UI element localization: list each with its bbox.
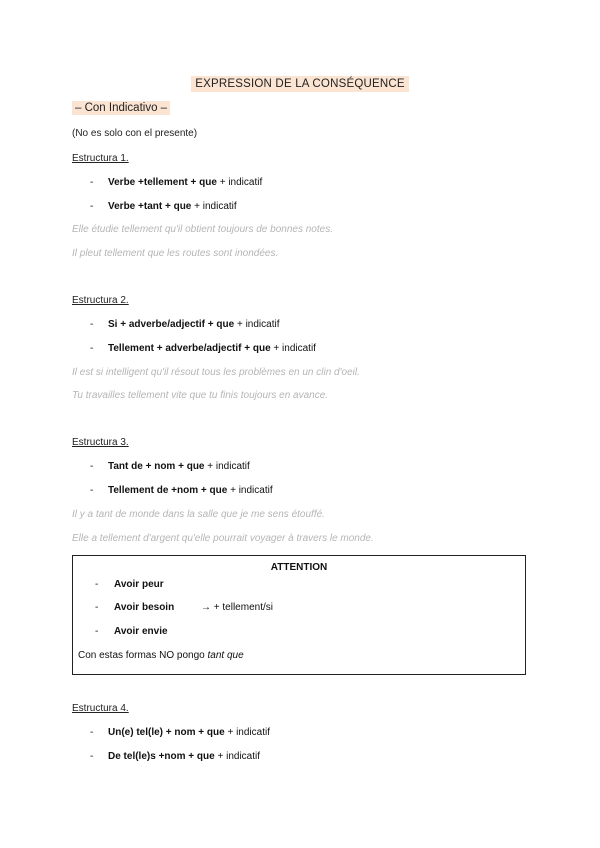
rule-tail: + indicatif bbox=[234, 319, 280, 330]
section-3-example-1: Il y a tant de monde dans la salle que je me sens étouffé. bbox=[72, 509, 325, 520]
section-3-rule-2 bbox=[90, 485, 273, 496]
section-1-example-1: Elle étudie tellement qu'il obtient toujours de bonnes notes. bbox=[72, 224, 333, 235]
section-1-rule-1 bbox=[90, 177, 262, 188]
list-dash: - bbox=[95, 579, 99, 590]
section-4-rule-1 bbox=[90, 727, 270, 738]
section-2-example-1: Il est si intelligent qu'il résout tous les problèmes en un clin d'oeil. bbox=[72, 367, 360, 378]
attention-item-3 bbox=[95, 626, 168, 637]
list-dash: - bbox=[95, 602, 99, 613]
rule-formula: Tellement de +nom + que bbox=[108, 485, 228, 496]
section-2-example-2: Tu travailles tellement vite que tu finis toujours en avance. bbox=[72, 390, 329, 401]
section-4-heading: Estructura 4. bbox=[72, 703, 129, 714]
rule-tail: + indicatif bbox=[214, 751, 261, 762]
rule-formula: Un(e) tel(le) + nom + que bbox=[108, 727, 225, 738]
section-3-example-2: Elle a tellement d'argent qu'elle pourrait voyager à travers le monde. bbox=[72, 533, 374, 544]
section-4-rule-2 bbox=[90, 751, 260, 762]
rule-tail: + indicatif bbox=[191, 201, 237, 212]
list-dash: - bbox=[90, 485, 94, 496]
list-dash: - bbox=[90, 751, 94, 762]
section-2-rule-1 bbox=[90, 319, 279, 330]
rule-formula: Verbe +tant + que bbox=[108, 201, 192, 212]
list-dash: - bbox=[95, 626, 99, 637]
section-2-heading: Estructura 2. bbox=[72, 295, 129, 306]
document-title: EXPRESSION DE LA CONSÉQUENCE bbox=[191, 76, 408, 92]
list-dash: - bbox=[90, 319, 94, 330]
attention-arrow-note: → + tellement/si bbox=[201, 602, 273, 613]
list-dash: - bbox=[90, 343, 94, 354]
attention-footer-text: Con estas formas NO pongo bbox=[78, 650, 208, 661]
list-dash: - bbox=[90, 461, 94, 472]
rule-tail: + indicatif bbox=[227, 485, 273, 496]
attention-footer bbox=[78, 650, 244, 661]
attention-item-label: Avoir envie bbox=[114, 626, 168, 637]
document-subtitle: – Con Indicativo – bbox=[72, 101, 170, 115]
attention-item-2 bbox=[95, 602, 174, 613]
section-2-rule-2 bbox=[90, 343, 316, 354]
attention-item-1 bbox=[95, 579, 164, 590]
rule-formula: De tel(le)s +nom + que bbox=[108, 751, 215, 762]
rule-tail: + indicatif bbox=[204, 461, 250, 472]
section-3-rule-1 bbox=[90, 461, 250, 472]
section-1-example-2: Il pleut tellement que les routes sont inondées. bbox=[72, 248, 279, 259]
intro-note: (No es solo con el presente) bbox=[72, 128, 198, 139]
list-dash: - bbox=[90, 177, 94, 188]
list-dash: - bbox=[90, 201, 94, 212]
section-1-rule-2 bbox=[90, 201, 237, 212]
attention-box bbox=[72, 555, 526, 675]
rule-tail: + indicatif bbox=[270, 343, 316, 354]
rule-tail: + indicatif bbox=[224, 727, 270, 738]
rule-tail: + indicatif bbox=[216, 177, 263, 188]
rule-formula: Verbe +tellement + que bbox=[108, 177, 217, 188]
attention-item-label: Avoir peur bbox=[114, 579, 164, 590]
attention-title: ATTENTION bbox=[270, 562, 328, 573]
list-dash: - bbox=[90, 727, 94, 738]
rule-formula: Si + adverbe/adjectif + que bbox=[108, 319, 235, 330]
attention-footer-italic: tant que bbox=[207, 650, 244, 661]
section-3-heading: Estructura 3. bbox=[72, 437, 129, 448]
attention-item-label: Avoir besoin bbox=[114, 602, 175, 613]
section-1-heading: Estructura 1. bbox=[72, 153, 129, 164]
rule-formula: Tellement + adverbe/adjectif + que bbox=[108, 343, 271, 354]
rule-formula: Tant de + nom + que bbox=[108, 461, 205, 472]
